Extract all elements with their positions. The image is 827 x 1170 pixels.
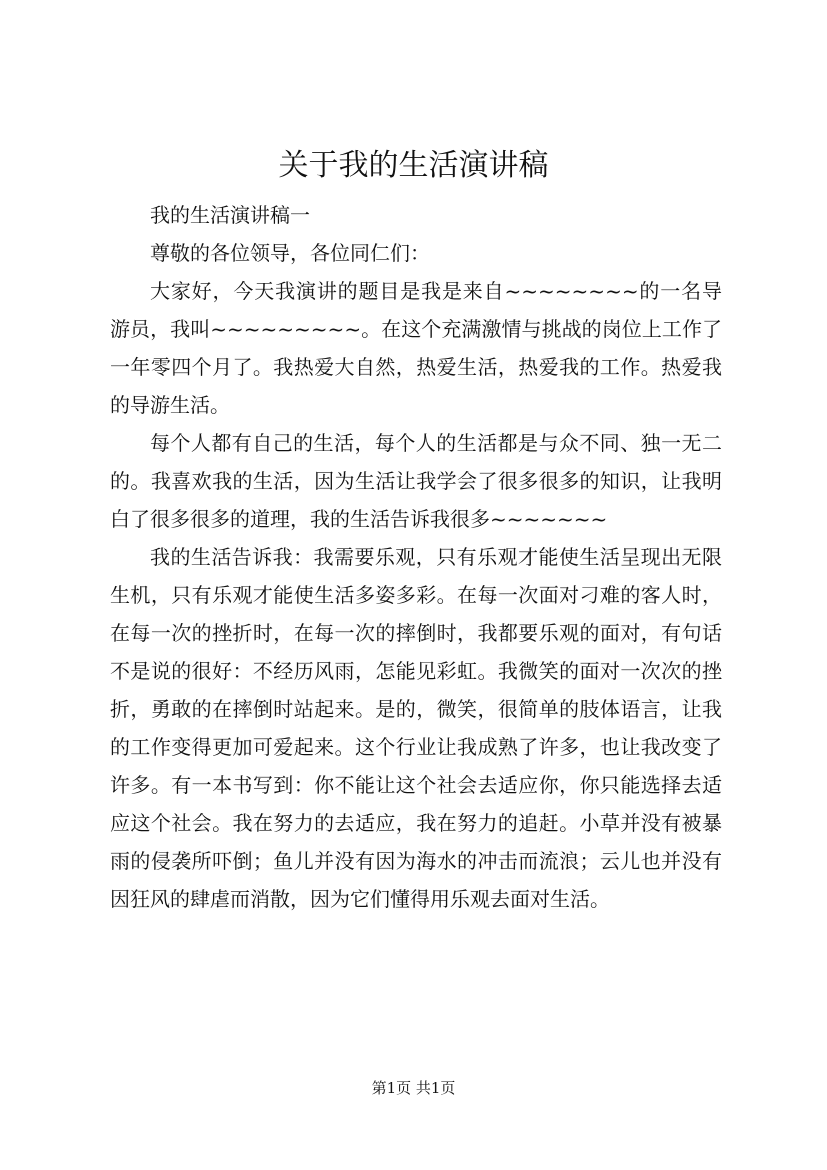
document-body bbox=[110, 196, 722, 918]
paragraph-life: 每个人都有自己的生活，每个人的生活都是与众不同、独一无二的。我喜欢我的生活，因为生活让我学会了很多很多的知识，让我明白了很多很多的道理，我的生活告诉我很多~~~~~~~ bbox=[110, 431, 722, 531]
paragraph-salutation: 尊敬的各位领导，各位同仁们： bbox=[150, 241, 430, 265]
paragraph-optimism: 我的生活告诉我：我需要乐观，只有乐观才能使生活呈现出无限生机，只有乐观才能使生活多姿多彩。在每一次面对刁难的客人时，在每一次的挫折时，在每一次的摔倒时，我都要乐观的面对，有句话不是说的很好：不经历风雨，怎能见彩虹。我微笑的面对一次次的挫折，勇敢的在摔倒时站起来。是的，微笑，很简单的肢体语言，让我的工作变得更加可爱起来。这个行业让我成熟了许多，也让我改变了许多。有一本书写到：你不能让这个社会去适应你，你只能选择去适应这个社会。我在努力的去适应，我在努力的追赶。小草并没有被暴雨的侵袭所吓倒；鱼儿并没有因为海水的冲击而流浪；云儿也并没有因狂风的肆虐而消散，因为它们懂得用乐观去面对生活。 bbox=[110, 545, 722, 911]
page-footer: 第1页 共1页 bbox=[371, 1079, 456, 1097]
paragraph-introduction: 大家好，今天我演讲的题目是我是来自~~~~~~~~的一名导游员，我叫~~~~~~~~~。在这个充满激情与挑战的岗位上工作了一年零四个月了。我热爱大自然，热爱生活，热爱我的工作。热爱我的导游生活。 bbox=[110, 279, 722, 417]
paragraph-subtitle: 我的生活演讲稿一 bbox=[150, 203, 310, 227]
document-title: 关于我的生活演讲稿 bbox=[278, 148, 549, 183]
